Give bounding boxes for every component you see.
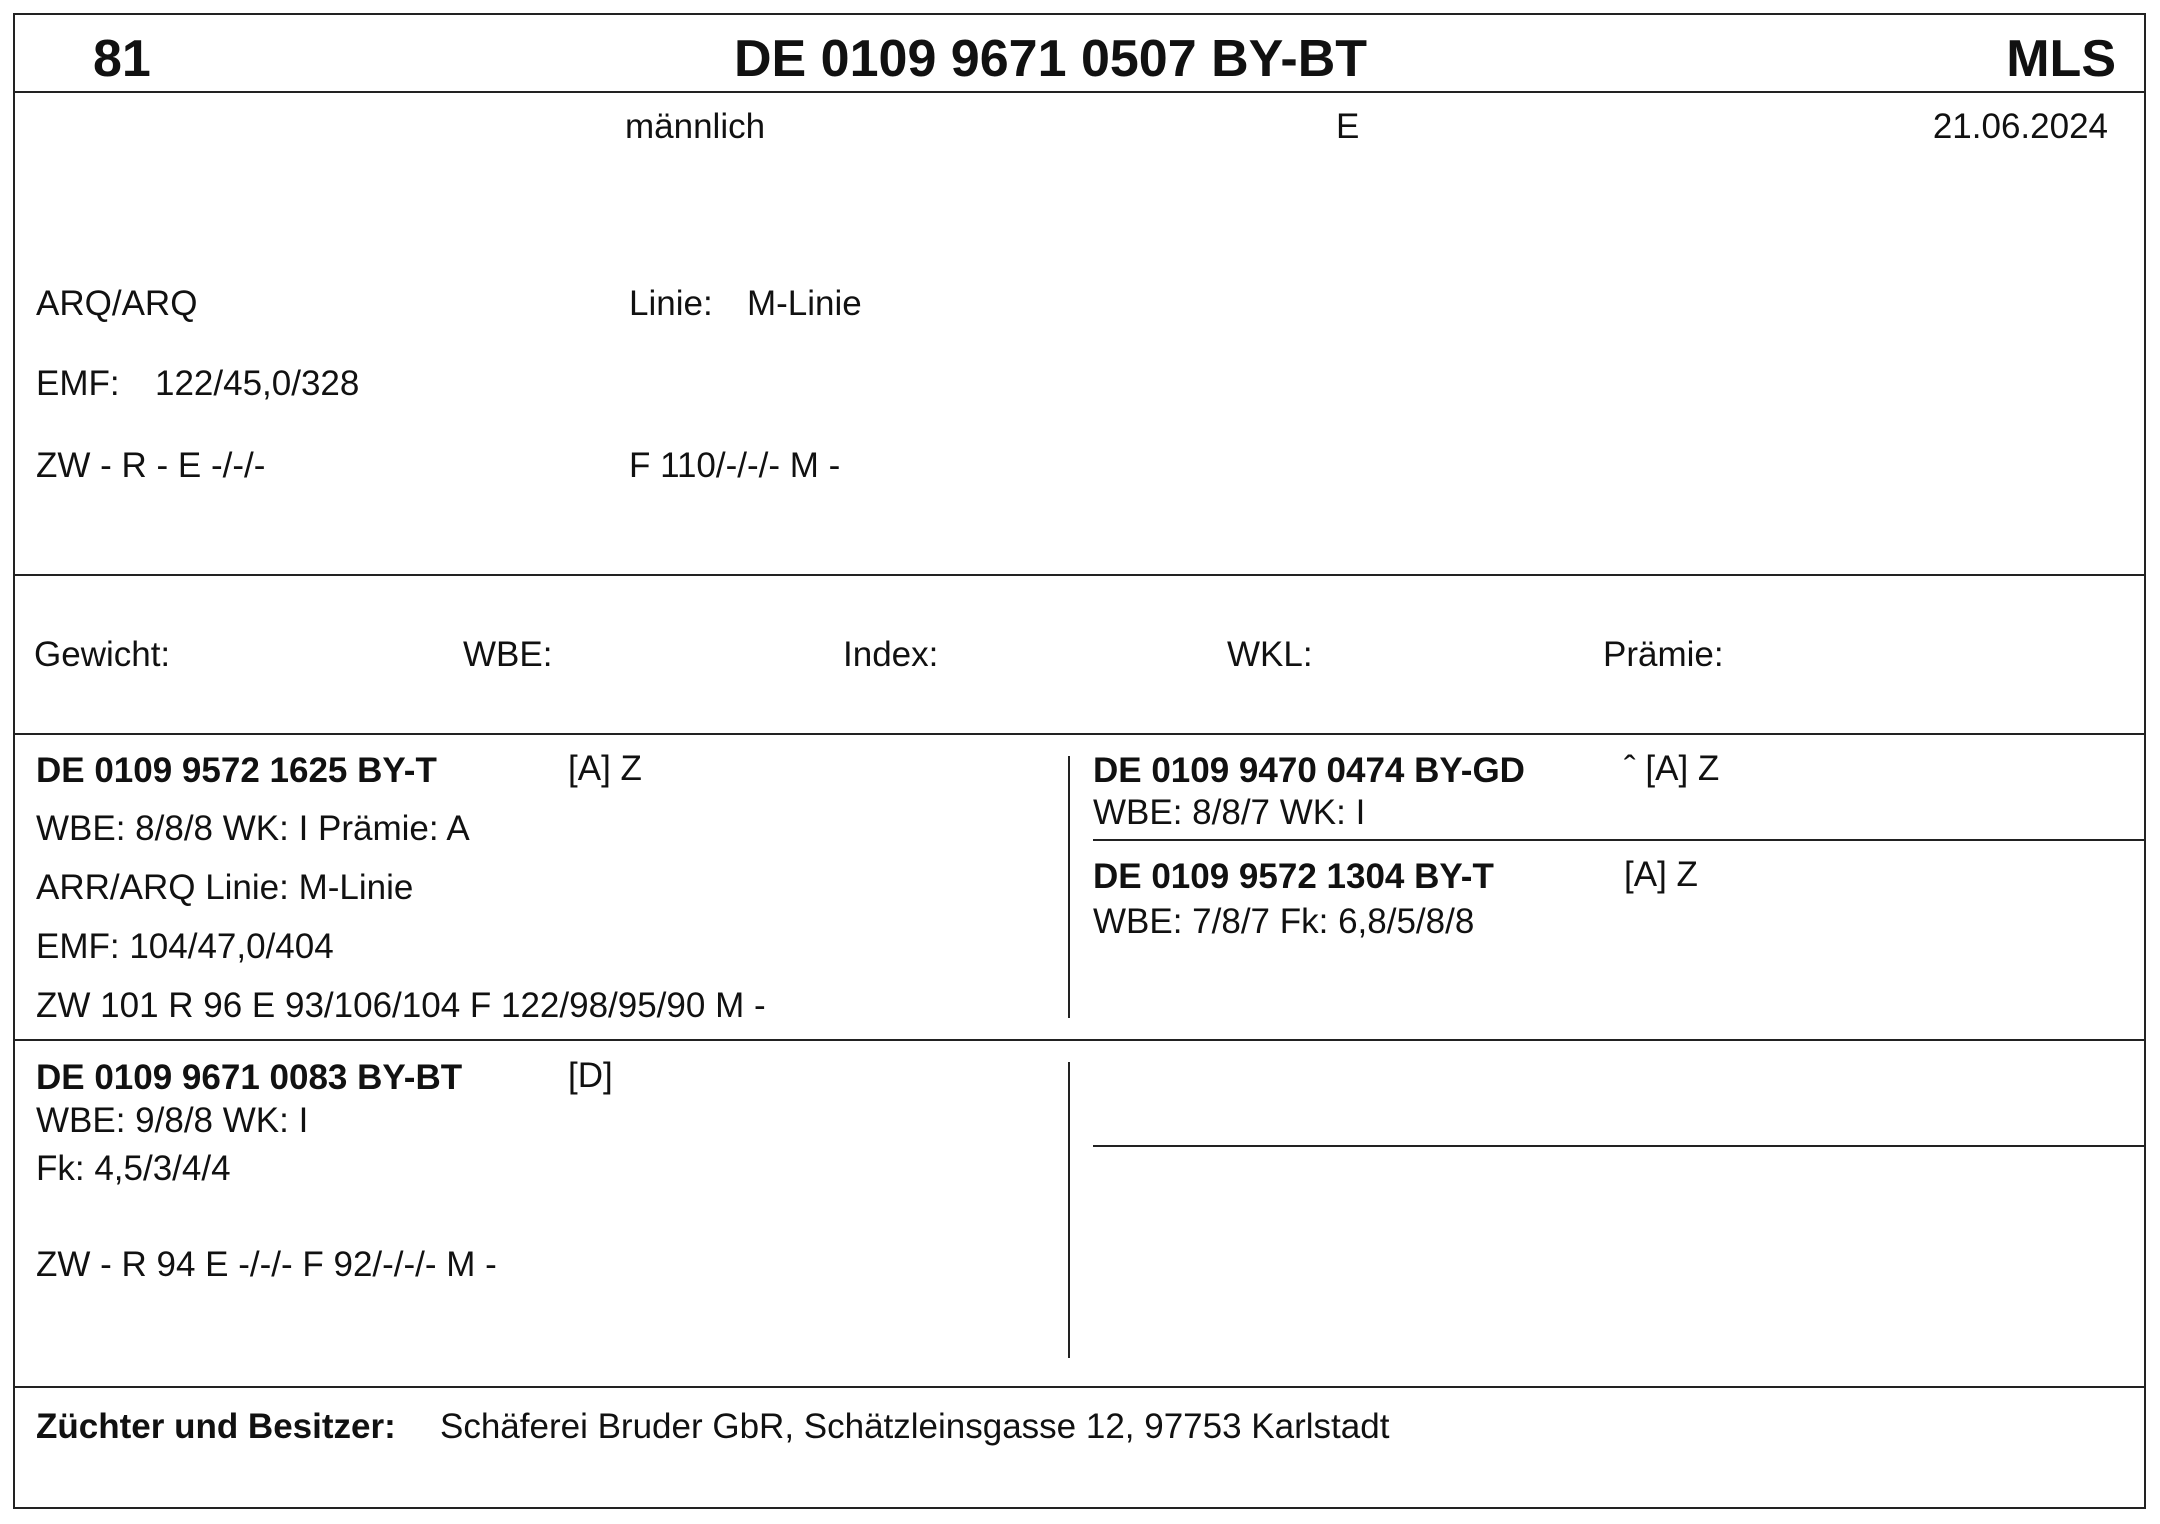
dam-id: DE 0109 9671 0083 BY-BT [36,1058,463,1097]
f-values: F 110/-/-/- M - [629,446,841,485]
animal-id: DE 0109 9671 0507 BY-BT [734,30,1368,88]
dam-line-1: WBE: 9/8/8 WK: I [36,1101,309,1140]
premium-label: Prämie: [1603,635,1724,674]
dam-line-3: ZW - R 94 E -/-/- F 92/-/-/- M - [36,1245,497,1284]
sire-tags: [A] Z [568,749,642,788]
header-divider [13,91,2146,93]
dam-tags: [D] [568,1056,613,1095]
info-divider [13,574,2146,576]
sire-dam-tags: [A] Z [1624,855,1698,894]
sire-dam-id: DE 0109 9572 1304 BY-T [1093,857,1494,896]
weight-label: Gewicht: [34,635,171,674]
catalog-number: 81 [93,30,151,88]
dam-column-divider [1068,1062,1070,1358]
index-label: Index: [843,635,939,674]
wbe-label: WBE: [463,635,553,674]
sire-dam-line-1: WBE: 7/8/7 Fk: 6,8/5/8/8 [1093,902,1475,941]
genotype: ARQ/ARQ [36,284,198,323]
sire-line-4: ZW 101 R 96 E 93/106/104 F 122/98/95/90 M - [36,986,766,1025]
dam-line-2: Fk: 4,5/3/4/4 [36,1149,231,1188]
sire-divider [13,1039,2146,1041]
zw-values: ZW - R - E -/-/- [36,446,266,485]
breeder-owner-value: Schäferei Bruder GbR, Schätzleinsgasse 12, 97753 Karlstadt [440,1407,1390,1446]
wkl-label: WKL: [1227,635,1313,674]
breed-code: MLS [2006,30,2116,88]
line-label: Linie: [629,284,713,323]
sire-sire-id: DE 0109 9470 0474 BY-GD [1093,751,1525,790]
birth-date: 21.06.2024 [1932,107,2108,146]
performance-divider [13,733,2146,735]
emf-label: EMF: [36,364,120,403]
sire-sire-line-1: WBE: 8/8/7 WK: I [1093,793,1366,832]
line-value: M-Linie [747,284,862,323]
dam-divider [13,1386,2146,1388]
sire-line-3: EMF: 104/47,0/404 [36,927,334,966]
sire-id: DE 0109 9572 1625 BY-T [36,751,437,790]
breeder-owner-label: Züchter und Besitzer: [36,1407,396,1446]
sire-sire-tags: ˆ [A] Z [1624,749,1720,788]
sex: männlich [625,107,766,146]
sire-grandparents-divider [1093,839,2146,841]
sire-column-divider [1068,756,1070,1018]
sire-line-1: WBE: 8/8/8 WK: I Prämie: A [36,809,470,848]
grade: E [1336,107,1360,146]
dam-grandparents-divider [1093,1145,2146,1147]
sire-line-2: ARR/ARQ Linie: M-Linie [36,868,414,907]
emf-value: 122/45,0/328 [155,364,360,403]
